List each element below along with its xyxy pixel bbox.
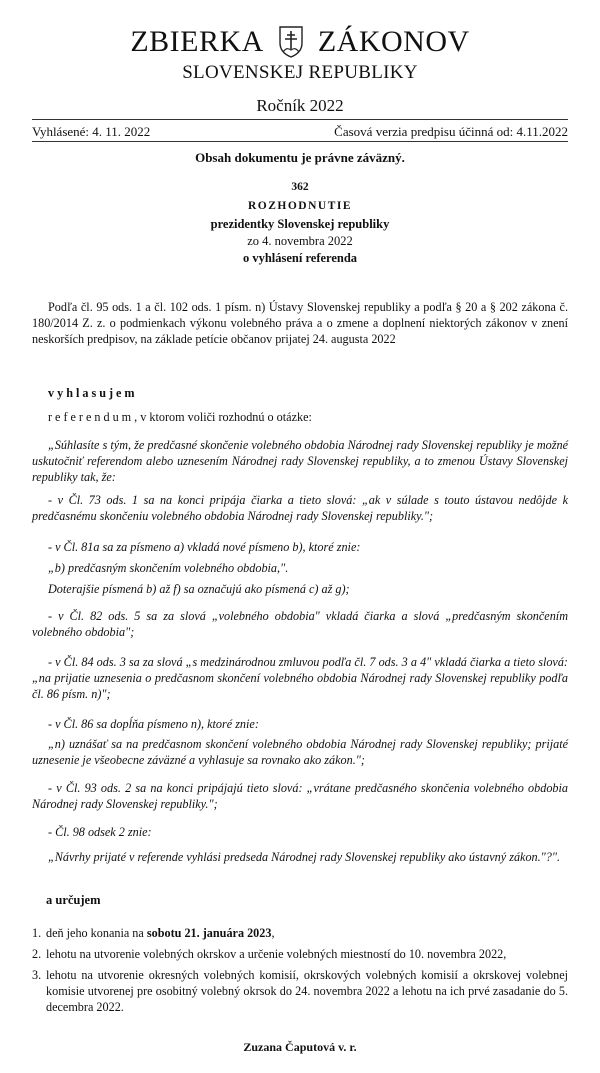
list-item-text: lehotu na utvorenie okresných volebných komisií, okrskových volebných komisií a okrskovej volebnej komisie utvorenej pre osobitný volebný okrsok do 24. novembra 2022 a lehotu na ich prvé zasadanie do 5. decembra 2022. [46, 968, 568, 1014]
effective-version: Časová verzia predpisu účinná od: 4.11.2022 [334, 124, 568, 139]
question-art86: - v Čl. 86 sa dopĺňa písmeno n), ktoré znie: [48, 717, 259, 731]
list-item-text: lehotu na utvorenie volebných okrskov a určenie volebných miestností do 10. novembra 2022, [46, 947, 507, 961]
meta-divider [32, 141, 568, 142]
referendum-word: referendum [48, 410, 135, 424]
signature: Zuzana Čaputová v. r. [243, 1040, 357, 1054]
intro-paragraph: Podľa čl. 95 ods. 1 a čl. 102 ods. 1 písm. n) Ústavy Slovenskej republiky a podľa § 20 a § 202 zákona č. 180/2014 Z. z. o podmienkach výkonu volebného práva a o zmene a doplnení niektorých zákonov v znení neskorších predpisov, na základe petície občanov prijatej 24. augusta 2022 [32, 300, 568, 346]
decision-issuer: prezidentky Slovenskej republiky [210, 217, 390, 231]
decision-date: zo 4. novembra 2022 [247, 234, 353, 248]
referendum-line [48, 409, 568, 425]
decision-type: ROZHODNUTIE [247, 200, 353, 212]
question-art98-text: „Návrhy prijaté v referende vyhlási predseda Národnej rady Slovenskej republiky ako ústavný zákon."?". [48, 850, 561, 864]
list-item-number: 2. [32, 947, 42, 961]
header-divider [32, 119, 568, 120]
title-right: ZÁKONOV [317, 25, 470, 59]
question-art84: - v Čl. 84 ods. 3 sa za slová „s medzinárodnou zmluvou podľa čl. 7 ods. 3 a 4" vkladá čiarka a tieto slová: „na prijatie uznesenia o predčasnom skončení volebného obdobia Národnej rady Slovenskej republiky podľa čl. 86 písm. n)"; [32, 655, 568, 701]
question-art73: - v Čl. 73 ods. 1 sa na konci pripája čiarka a tieto slová: „ak v súlade s touto ústavou nedôjde k predčasnému skončeniu volebného obdobia Národnej rady Slovenskej republiky."; [32, 493, 568, 523]
title-left: ZBIERKA [130, 25, 264, 59]
question-art86-letter-n: „n) uznášať sa na predčasnom skončení volebného obdobia Národnej rady Slovenskej republiky; prijaté uznesenie je všeobecne záväzné a vyhlasuje sa rovnako ako zákon."; [32, 737, 568, 767]
determine-heading: a určujem [46, 893, 101, 907]
question-art81a-renumber: Doterajšie písmená b) až f) sa označujú ako písmená c) až g); [48, 582, 350, 596]
list-item-number: 3. [32, 968, 42, 982]
question-art81a: - v Čl. 81a sa za písmeno a) vkladá nové písmeno b), ktoré znie: [48, 540, 361, 554]
question-art82: - v Čl. 82 ods. 5 sa za slová „volebného obdobia" vkladá čiarka a slová „predčasným skončením volebného obdobia"; [32, 609, 568, 639]
collection-title [0, 20, 600, 62]
list-item [32, 967, 568, 1015]
list-item-text: deň jeho konania na [46, 926, 147, 940]
referendum-rest: , v ktorom voliči rozhodnú o otázke: [134, 410, 312, 424]
slovak-coat-of-arms-icon [278, 25, 304, 59]
decision-number: 362 [291, 181, 309, 193]
decision-subject: o vyhlásení referenda [242, 251, 358, 265]
list-item-number: 1. [32, 926, 42, 940]
referendum-date: sobotu 21. januára 2023 [146, 926, 272, 940]
question-intro: „Súhlasíte s tým, že predčasné skončenie volebného obdobia Národnej rady Slovenskej republiky je možné uskutočniť referendom alebo uznesením Národnej rady Slovenskej republiky, a to zmenou Ústavy Slovenskej republiky tak, že: [32, 438, 568, 484]
list-item [32, 925, 568, 941]
question-art93: - v Čl. 93 ods. 2 sa na konci pripájajú tieto slová: „vrátane predčasného skončenia volebného obdobia Národnej rady Slovenskej republiky."; [32, 781, 568, 811]
volume-year: Ročník 2022 [256, 96, 344, 115]
list-item [32, 946, 568, 962]
announced-date: Vyhlásené: 4. 11. 2022 [32, 124, 151, 139]
list-item-text-end: , [271, 926, 275, 940]
legal-binding-note: Obsah dokumentu je právne záväzný. [195, 150, 405, 165]
question-art81a-letter-b: „b) predčasným skončením volebného obdobia,". [48, 561, 289, 575]
declare-word: vyhlasujem [48, 386, 138, 400]
question-art98: - Čl. 98 odsek 2 znie: [48, 825, 152, 839]
collection-subtitle: SLOVENSKEJ REPUBLIKY [182, 62, 418, 83]
